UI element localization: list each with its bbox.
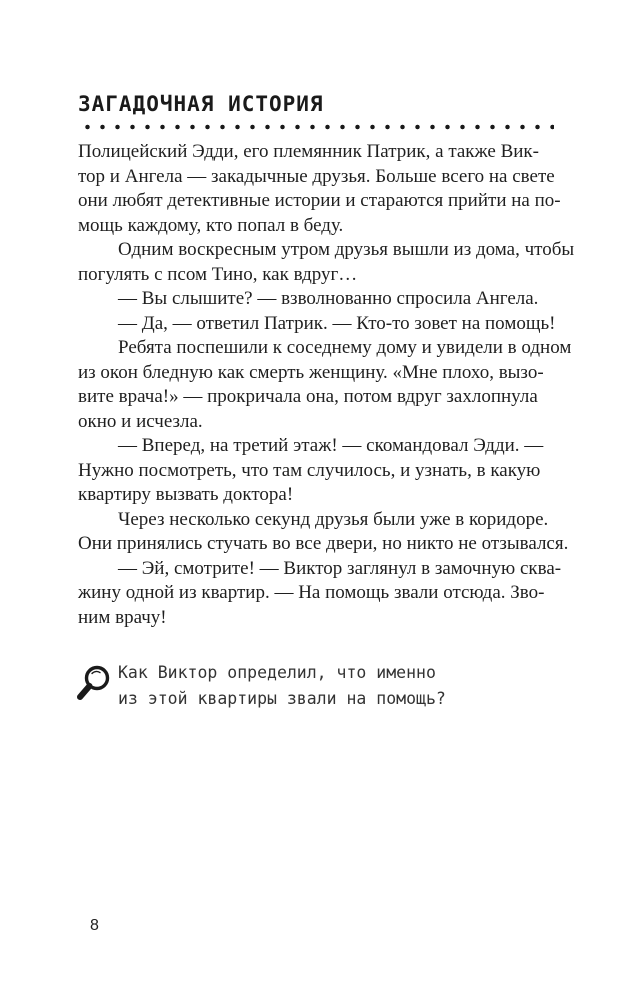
story-line: — Эй, смотрите! — Виктор заглянул в замочную сква- — [118, 557, 562, 579]
question-line: из этой квартиры звали на помощь? — [118, 689, 446, 708]
story-line: ним врачу! — [78, 606, 167, 628]
question-line: Как Виктор определил, что именно — [118, 663, 436, 682]
story-line: — Вперед, на третий этаж! — скомандовал Эдди. — — [118, 435, 544, 456]
story-line: тор и Ангела — закадычные друзья. Больше всего на свете — [78, 165, 555, 187]
question-text — [118, 660, 446, 712]
story-line: Полицейский Эдди, его племянник Патрик, а также Вик- — [78, 141, 539, 162]
story-line: погулять с псом Тино, как вдруг… — [78, 263, 358, 285]
story-line: Ребята поспешили к соседнему дому и увидели в одном — [118, 337, 572, 358]
story-line: Одним воскресным утром друзья вышли из дома, чтобы — [118, 239, 575, 260]
story-line: из окон бледную как смерть женщину. «Мне плохо, вызо- — [78, 361, 544, 383]
story-line: мощь каждому, кто попал в беду. — [78, 214, 344, 236]
story-line: Они принялись стучать во все двери, но никто не отзывался. — [78, 533, 569, 554]
story-line: вите врача!» — прокричала она, потом вдруг захлопнула — [78, 386, 538, 407]
magnifier-icon — [76, 664, 112, 702]
story-text — [78, 140, 575, 630]
story-line: квартиру вызвать доктора! — [78, 484, 294, 505]
question-block — [76, 660, 556, 720]
page-title: ЗАГАДОЧНАЯ ИСТОРИЯ — [78, 92, 324, 116]
story-line: Через несколько секунд друзья были уже в коридоре. — [118, 508, 549, 530]
story-line: окно и исчезла. — [78, 410, 203, 432]
story-line: Нужно посмотреть, что там случилось, и узнать, в какую — [78, 459, 541, 481]
story-line: они любят детективные истории и стараются прийти на по- — [78, 190, 561, 211]
story-line: — Вы слышите? — взволнованно спросила Ангела. — [118, 288, 539, 309]
page-number: 8 — [90, 917, 99, 934]
dotted-divider — [80, 124, 554, 130]
story-line: жину одной из квартир. — На помощь звали отсюда. Зво- — [78, 582, 545, 603]
story-line: — Да, — ответил Патрик. — Кто-то зовет на помощь! — [118, 312, 556, 334]
